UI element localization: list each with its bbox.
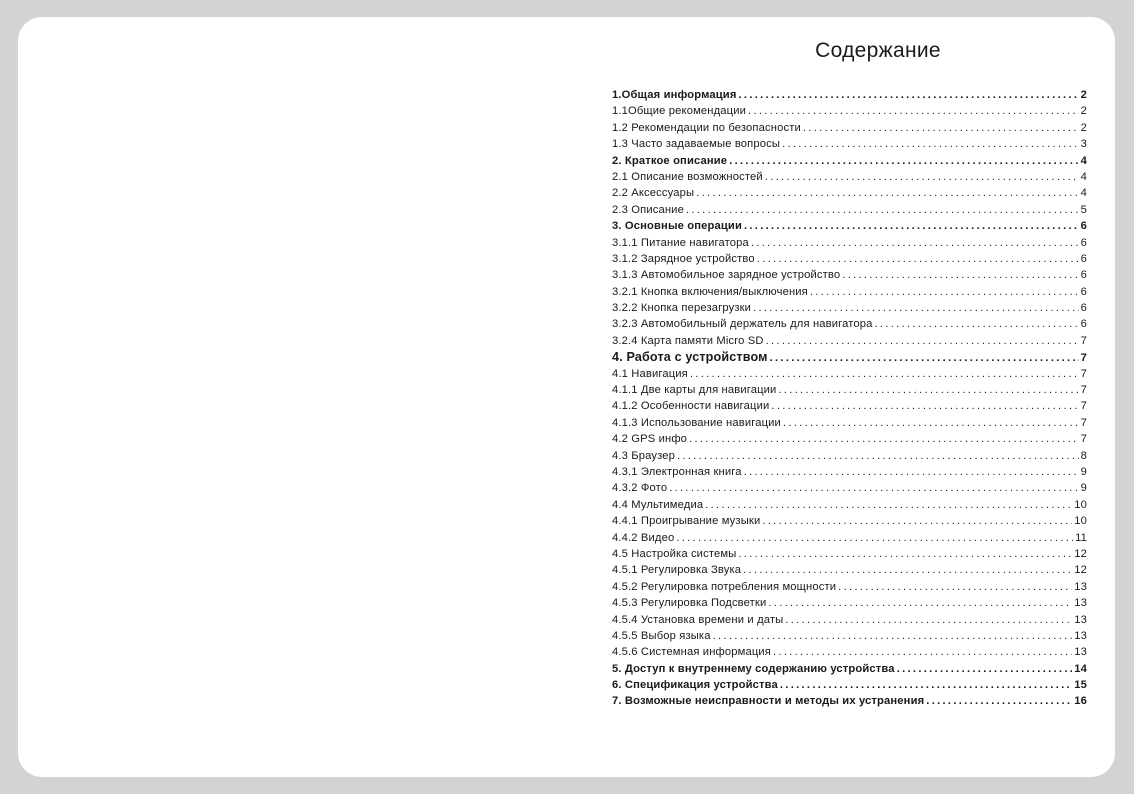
toc-dot-leader — [770, 350, 1079, 366]
toc-entry[interactable] — [612, 120, 1087, 136]
toc-dot-leader — [744, 464, 1079, 480]
toc-entry-page-number: 12 — [1074, 547, 1087, 560]
toc-entry[interactable] — [612, 530, 1087, 546]
toc-entry[interactable] — [612, 316, 1087, 332]
toc-entry-label: 3.1.2 Зарядное устройство — [612, 252, 755, 265]
toc-dot-leader — [729, 153, 1078, 169]
toc-entry-page-number: 6 — [1080, 236, 1087, 249]
toc-entry-page-number: 16 — [1074, 695, 1087, 708]
toc-entry-label: 3.2.2 Кнопка перезагрузки — [612, 302, 752, 315]
toc-entry-page-number: 4 — [1080, 187, 1087, 200]
toc-entry-label: 2.1 Описание возможностей — [612, 170, 763, 183]
toc-entry-page-number: 2 — [1080, 105, 1087, 118]
toc-entry[interactable] — [612, 595, 1087, 611]
toc-entry-page-number: 13 — [1074, 580, 1087, 593]
toc-entry-page-number: 6 — [1080, 318, 1087, 331]
toc-dot-leader — [762, 513, 1072, 529]
toc-dot-leader — [690, 366, 1079, 382]
toc-entry-label: 4.5.5 Выбор языка — [612, 629, 711, 642]
toc-entry-label: 4. Работа с устройством — [612, 350, 768, 365]
toc-entry-label: 4.5.6 Системная информация — [612, 646, 771, 659]
toc-entry-label: 2.3 Описание — [612, 203, 684, 216]
toc-entry[interactable] — [612, 382, 1087, 398]
toc-dot-leader — [783, 415, 1079, 431]
toc-entry-label: 3.2.1 Кнопка включения/выключения — [612, 285, 808, 298]
toc-entry-page-number: 6 — [1080, 269, 1087, 282]
toc-entry[interactable] — [612, 480, 1087, 496]
toc-entry-label: 4.1 Навигация — [612, 367, 688, 380]
toc-entry[interactable] — [612, 464, 1087, 480]
toc-dot-leader — [842, 267, 1078, 283]
toc-entry-label: 4.1.2 Особенности навигации — [612, 400, 770, 413]
toc-entry[interactable] — [612, 349, 1087, 365]
toc-entry-page-number: 12 — [1074, 564, 1087, 577]
toc-entry[interactable] — [612, 497, 1087, 513]
toc-entry-label: 1.Общая информация — [612, 89, 737, 101]
toc-entry-page-number: 7 — [1080, 352, 1087, 365]
toc-entry[interactable] — [612, 398, 1087, 414]
toc-entry-label: 3.1.3 Автомобильное зарядное устройство — [612, 269, 841, 282]
toc-entry-page-number: 7 — [1080, 400, 1087, 413]
toc-dot-leader — [669, 480, 1078, 496]
toc-dot-leader — [743, 562, 1072, 578]
toc-entry[interactable] — [612, 202, 1087, 218]
toc-entry[interactable] — [612, 366, 1087, 382]
toc-dot-leader — [677, 448, 1079, 464]
toc-entry-page-number: 10 — [1074, 515, 1087, 528]
toc-entry-label: 3.1.1 Питание навигатора — [612, 236, 749, 249]
toc-entry-label: 1.1Общие рекомендации — [612, 105, 747, 118]
toc-entry[interactable] — [612, 415, 1087, 431]
toc-entry-label: 4.5 Настройка системы — [612, 547, 737, 560]
toc-entry[interactable] — [612, 87, 1087, 103]
toc-entry[interactable] — [612, 546, 1087, 562]
toc-entry-label: 3.2.4 Карта памяти Micro SD — [612, 334, 764, 347]
toc-entry[interactable] — [612, 103, 1087, 119]
toc-entry-label: 6. Спецификация устройства — [612, 679, 778, 692]
toc-entry[interactable] — [612, 153, 1087, 169]
toc-entry[interactable] — [612, 333, 1087, 349]
toc-entry-page-number: 6 — [1080, 252, 1087, 265]
toc-entry-page-number: 7 — [1080, 334, 1087, 347]
toc-dot-leader — [773, 644, 1072, 660]
toc-dot-leader — [897, 661, 1073, 677]
toc-dot-leader — [713, 628, 1073, 644]
toc-entry-page-number: 13 — [1074, 613, 1087, 626]
toc-entry-label: 4.1.3 Использование навигации — [612, 416, 781, 429]
toc-dot-leader — [753, 300, 1079, 316]
toc-dot-leader — [838, 579, 1072, 595]
toc-dot-leader — [748, 103, 1079, 119]
toc-entry[interactable] — [612, 169, 1087, 185]
toc-entry-label: 2.2 Аксессуары — [612, 187, 695, 200]
toc-entry[interactable] — [612, 185, 1087, 201]
toc-dot-leader — [676, 530, 1073, 546]
toc-entry[interactable] — [612, 661, 1087, 677]
toc-entry-page-number: 9 — [1080, 482, 1087, 495]
toc-entry-label: 4.5.4 Установка времени и даты — [612, 613, 784, 626]
toc-entry-page-number: 13 — [1074, 646, 1087, 659]
toc-entry-label: 3.2.3 Автомобильный держатель для навигатора — [612, 318, 873, 331]
page-title: Содержание — [815, 39, 941, 62]
toc-entry[interactable] — [612, 628, 1087, 644]
toc-entry-label: 1.2 Рекомендации по безопасности — [612, 121, 801, 134]
toc-entry[interactable] — [612, 644, 1087, 660]
document-page — [18, 17, 1115, 777]
toc-dot-leader — [926, 693, 1072, 709]
toc-dot-leader — [739, 87, 1079, 103]
toc-entry-page-number: 15 — [1074, 679, 1087, 692]
toc-entry-page-number: 6 — [1080, 285, 1087, 298]
toc-dot-leader — [875, 316, 1079, 332]
toc-entry-label: 4.4.1 Проигрывание музыки — [612, 515, 761, 528]
toc-entry-label: 4.2 GPS инфо — [612, 433, 688, 446]
toc-entry-page-number: 3 — [1080, 138, 1087, 151]
toc-entry-label: 3. Основные операции — [612, 220, 742, 233]
toc-entry-page-number: 11 — [1075, 531, 1087, 544]
toc-entry-label: 7. Возможные неисправности и методы их устранения — [612, 695, 925, 708]
toc-entry-page-number: 4 — [1080, 170, 1087, 183]
toc-entry-label: 4.5.2 Регулировка потребления мощности — [612, 580, 837, 593]
toc-entry-page-number: 2 — [1080, 121, 1087, 134]
toc-dot-leader — [785, 612, 1072, 628]
toc-dot-leader — [738, 546, 1072, 562]
toc-entry-label: 4.4 Мультимедиа — [612, 498, 704, 511]
toc-dot-leader — [782, 136, 1079, 152]
table-of-contents — [612, 87, 1087, 710]
toc-entry-label: 1.3 Часто задаваемые вопросы — [612, 138, 781, 151]
toc-entry-page-number: 9 — [1080, 465, 1087, 478]
toc-entry-label: 4.3 Браузер — [612, 449, 676, 462]
toc-entry[interactable] — [612, 448, 1087, 464]
toc-dot-leader — [778, 382, 1078, 398]
toc-entry-label: 4.3.2 Фото — [612, 482, 668, 495]
toc-entry[interactable] — [612, 579, 1087, 595]
toc-dot-leader — [766, 333, 1079, 349]
toc-entry[interactable] — [612, 300, 1087, 316]
toc-entry[interactable] — [612, 693, 1087, 709]
toc-entry-page-number: 7 — [1080, 416, 1087, 429]
toc-entry-page-number: 8 — [1080, 449, 1087, 462]
toc-dot-leader — [780, 677, 1072, 693]
toc-entry-page-number: 6 — [1080, 302, 1087, 315]
toc-entry-label: 4.5.1 Регулировка Звука — [612, 564, 742, 577]
toc-entry-page-number: 10 — [1074, 498, 1087, 511]
toc-entry-page-number: 7 — [1080, 367, 1087, 380]
toc-entry-page-number: 2 — [1080, 89, 1087, 101]
toc-entry[interactable] — [612, 251, 1087, 267]
toc-entry-page-number: 14 — [1074, 662, 1087, 675]
toc-entry[interactable] — [612, 136, 1087, 152]
toc-dot-leader — [803, 120, 1079, 136]
toc-entry[interactable] — [612, 431, 1087, 447]
toc-entry-page-number: 6 — [1080, 220, 1087, 233]
toc-entry[interactable] — [612, 612, 1087, 628]
toc-dot-leader — [744, 218, 1079, 234]
toc-dot-leader — [768, 595, 1072, 611]
toc-entry[interactable] — [612, 235, 1087, 251]
toc-dot-leader — [705, 497, 1072, 513]
toc-dot-leader — [765, 169, 1079, 185]
toc-entry-label: 5. Доступ к внутреннему содержанию устройства — [612, 662, 895, 675]
toc-dot-leader — [771, 398, 1078, 414]
toc-dot-leader — [686, 202, 1079, 218]
toc-entry[interactable] — [612, 513, 1087, 529]
toc-entry[interactable] — [612, 267, 1087, 283]
toc-entry-label: 2. Краткое описание — [612, 154, 728, 167]
toc-entry-label: 4.3.1 Электронная книга — [612, 465, 742, 478]
toc-entry-page-number: 7 — [1080, 433, 1087, 446]
toc-entry-label: 4.4.2 Видео — [612, 531, 675, 544]
toc-entry-page-number: 13 — [1074, 597, 1087, 610]
toc-entry-page-number: 7 — [1080, 384, 1087, 397]
toc-entry-page-number: 5 — [1080, 203, 1087, 216]
toc-entry-page-number: 4 — [1080, 154, 1087, 167]
toc-dot-leader — [689, 431, 1079, 447]
toc-dot-leader — [696, 185, 1078, 201]
toc-dot-leader — [751, 235, 1079, 251]
toc-dot-leader — [757, 251, 1079, 267]
toc-entry[interactable] — [612, 677, 1087, 693]
toc-entry[interactable] — [612, 284, 1087, 300]
toc-dot-leader — [810, 284, 1079, 300]
toc-entry[interactable] — [612, 562, 1087, 578]
toc-entry-page-number: 13 — [1074, 629, 1087, 642]
toc-entry-label: 4.1.1 Две карты для навигации — [612, 384, 777, 397]
toc-entry-label: 4.5.3 Регулировка Подсветки — [612, 597, 767, 610]
toc-entry[interactable] — [612, 218, 1087, 234]
